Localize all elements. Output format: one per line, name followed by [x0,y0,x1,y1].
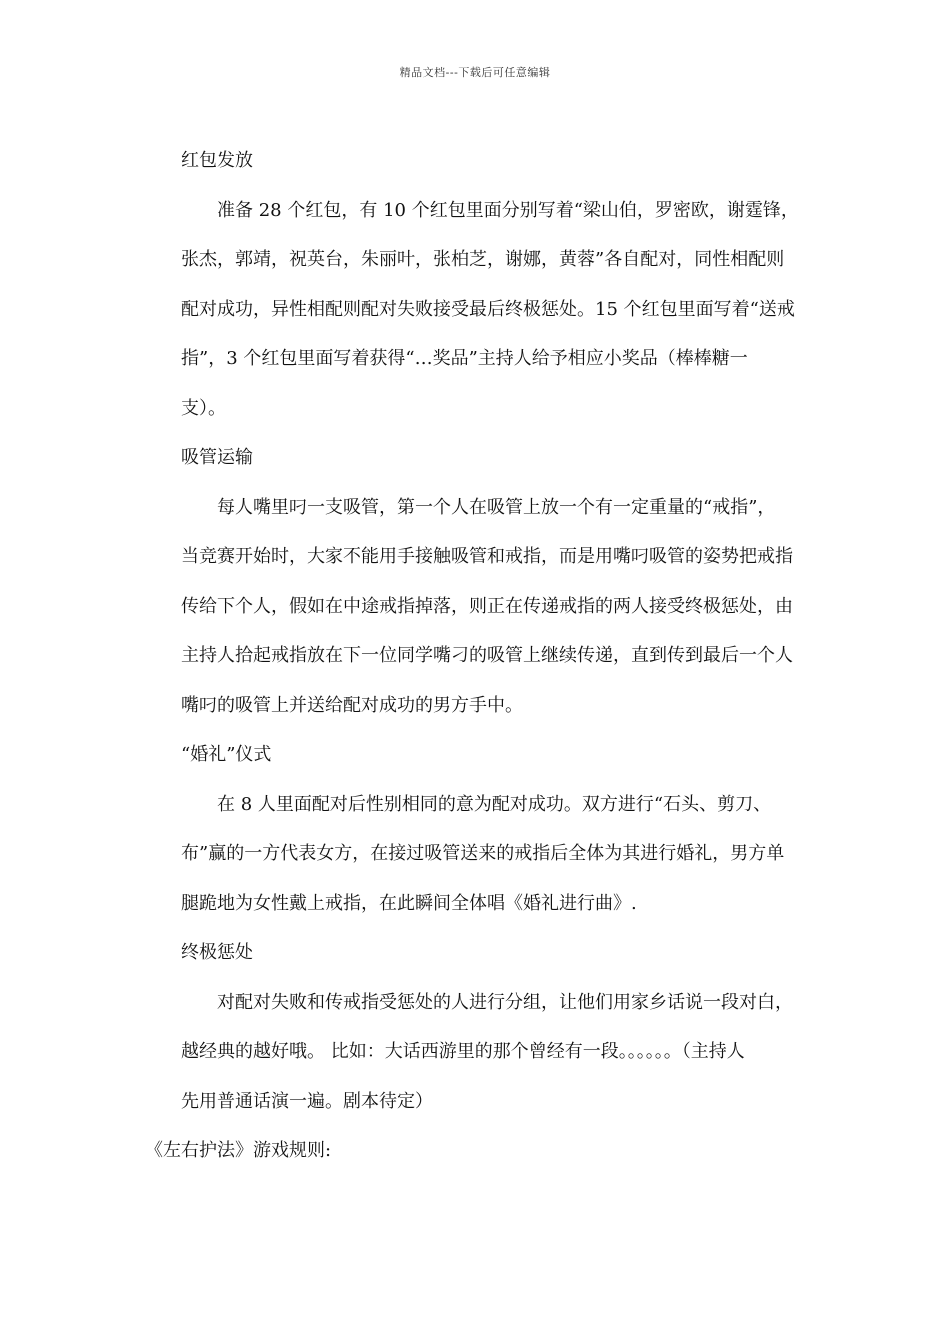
paragraph-punishment [145,978,805,1127]
section-title-wedding: “婚礼”仪式 [181,744,272,765]
text-line: 传给下个人，假如在中途戒指掉落，则正在传递戒指的两人接受终极惩处，由 [181,595,793,617]
text-line: 准备 28 个红包，有 10 个红包里面分别写着“梁山伯，罗密欧，谢霆锋， [217,199,799,221]
text-line: 张杰，郭靖，祝英台，朱丽叶，张柏芝，谢娜，黄蓉”各自配对，同性相配则 [181,249,785,270]
paragraph-wedding [145,780,805,929]
text-line: 当竞赛开始时，大家不能用手接触吸管和戒指，而是用嘴叼吸管的姿势把戒指 [181,546,793,567]
page-header: 精品文档---下载后可任意编辑 [399,66,551,79]
paragraph-red-envelope [145,186,805,434]
paragraph-straw-relay [145,483,805,731]
text-line: 每人嘴里叼一支吸管，第一个人在吸管上放一个有一定重量的“戒指”， [217,496,776,518]
text-line: 嘴叼的吸管上并送给配对成功的男方手中。 [181,694,523,716]
text-line: 支）。 [181,397,226,419]
text-line: 腿跪地为女性戴上戒指，在此瞬间全体唱《婚礼进行曲》. [181,892,637,914]
text-line: 指”，3 个红包里面写着获得“…奖品”主持人给予相应小奖品（棒棒糖一 [181,348,748,369]
text-line: 先用普通话演一遍。剧本待定） [181,1090,433,1112]
text-line: 在 8 人里面配对后性别相同的意为配对成功。双方进行“石头、剪刀、 [217,793,772,815]
section-title-punishment: 终极惩处 [181,942,253,963]
text-line: 配对成功，异性相配则配对失败接受最后终极惩处。15 个红包里面写着“送戒 [181,298,795,320]
text-line: 布”赢的一方代表女方，在接过吸管送来的戒指后全体为其进行婚礼，男方单 [181,843,785,864]
document-body [145,136,805,1176]
game-rules-heading: 《左右护法》游戏规则: [145,1140,332,1161]
section-title-red-envelope: 红包发放 [181,150,253,171]
text-line: 对配对失败和传戒指受惩处的人进行分组，让他们用家乡话说一段对白， [217,991,793,1013]
section-title-straw-relay: 吸管运输 [181,447,253,468]
text-line: 越经典的越好哦。 比如：大话西游里的那个曾经有一段。。。。。。（主持人 [181,1041,745,1062]
text-line: 主持人拾起戒指放在下一位同学嘴刁的吸管上继续传递，直到传到最后一个人 [181,645,793,666]
